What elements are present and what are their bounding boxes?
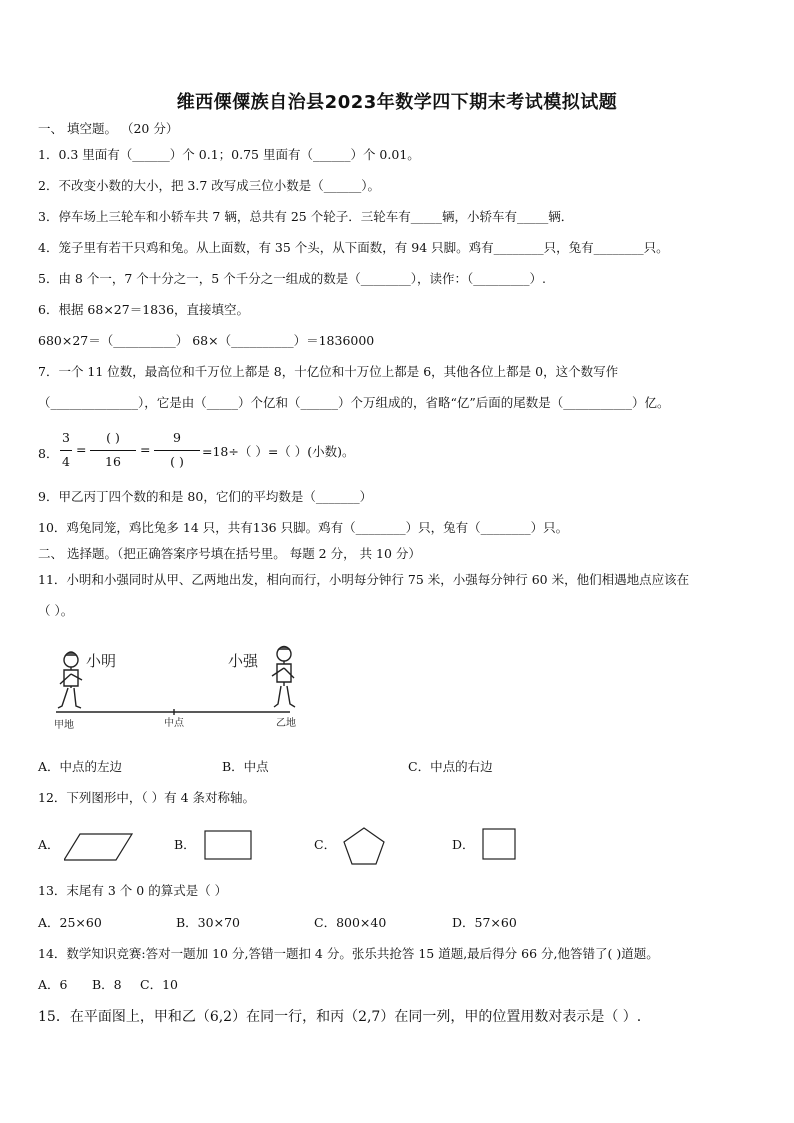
rectangle-shape	[204, 830, 252, 860]
q14-option-a[interactable]: A．6	[38, 977, 68, 992]
xiaoqiang-figure	[272, 647, 295, 708]
question-3: 3．停车场上三轮车和小轿车共 7 辆，总共有 25 个轮子．三轮车有_____辆，小轿车有_____辆．	[38, 209, 574, 224]
q14-option-c[interactable]: C．10	[140, 977, 178, 992]
question-14-options	[38, 977, 768, 993]
fraction-3-denominator: ( )	[170, 454, 184, 469]
section-2-heading: 二、 选择题。（把正确答案序号填在括号里。 每题 2 分， 共 10 分）	[38, 546, 421, 561]
question-12-options	[38, 837, 768, 853]
question-6-blanks: 680×27＝（__________） 68×（__________）＝1836000	[38, 333, 375, 348]
q12-option-d[interactable]: D．	[452, 837, 475, 852]
question-11-options	[38, 759, 768, 775]
question-12: 12．下列图形中，（ ）有 4 条对称轴。	[38, 790, 256, 805]
q11-option-a[interactable]: A．中点的左边	[38, 759, 123, 774]
question-6: 6．根据 68×27＝1836，直接填空。	[38, 302, 250, 317]
question-7-line-1: 7．一个 11 位数，最高位和千万位上都是 8，十亿位和十万位上都是 6，其他各位上都是 0，这个数写作	[38, 364, 619, 379]
q12-option-a[interactable]: A．	[38, 837, 60, 852]
parallelogram-shape	[64, 832, 134, 862]
question-8-rest: =18÷（ ）=（ ）(小数)。	[202, 444, 355, 459]
question-13: 13．末尾有 3 个 0 的算式是（ ）	[38, 883, 228, 898]
square-shape	[482, 828, 516, 860]
q11-option-b[interactable]: B．中点	[222, 759, 269, 774]
question-14: 14．数学知识竞赛:答对一题加 10 分,答错一题扣 4 分。张乐共抢答 15 道题,最后得分 66 分,他答错了( )道题。	[38, 946, 659, 961]
q13-option-d[interactable]: D．57×60	[452, 915, 517, 930]
point-yi-label: 乙地	[276, 718, 296, 729]
q13-option-a[interactable]: A．25×60	[38, 915, 102, 930]
fraction-1-numerator: 3	[62, 430, 70, 445]
xiaoming-figure	[58, 652, 82, 708]
fraction-3-bar	[154, 450, 200, 451]
fraction-2-numerator: ( )	[106, 430, 120, 445]
point-jia-label: 甲地	[54, 720, 74, 731]
question-4: 4．笼子里有若干只鸡和兔。从上面数，有 35 个头，从下面数，有 94 只脚。鸡有________只，兔有________只。	[38, 240, 669, 255]
question-11-line-2: （ ）。	[38, 603, 74, 618]
question-9: 9．甲乙丙丁四个数的和是 80，它们的平均数是（_______）	[38, 489, 373, 504]
q13-option-c[interactable]: C．800×40	[314, 915, 387, 930]
q13-option-b[interactable]: B．30×70	[176, 915, 240, 930]
q12-option-c[interactable]: C．	[314, 837, 337, 852]
fraction-2-bar	[90, 450, 136, 451]
xiaoqiang-label: 小强	[228, 652, 259, 670]
question-7-line-2: （______________），它是由（_____）个亿和（______）个万组成的，省略“亿”后面的尾数是（___________）亿。	[38, 395, 670, 410]
equals-sign-1: =	[76, 442, 87, 457]
midpoint-label: 中点	[164, 718, 184, 729]
question-11-line-1: 11．小明和小强同时从甲、乙两地出发，相向而行，小明每分钟行 75 米，小强每分钟行 60 米，他们相遇地点应该在	[38, 572, 690, 587]
equals-sign-2: =	[140, 442, 151, 457]
fraction-2-denominator: 16	[105, 454, 121, 469]
fraction-1-bar	[60, 450, 72, 451]
question-11-figure	[38, 640, 318, 736]
q12-option-b[interactable]: B．	[174, 837, 196, 852]
q11-option-c[interactable]: C．中点的右边	[408, 759, 493, 774]
question-2: 2．不改变小数的大小，把 3.7 改写成三位小数是（______）。	[38, 178, 381, 193]
xiaoming-label: 小明	[86, 652, 117, 670]
exam-title: 维西傈僳族自治县2023年数学四下期末考试模拟试题	[176, 92, 618, 113]
section-1-heading: 一、 填空题。 （20 分）	[38, 121, 179, 136]
question-8-number: 8．	[38, 446, 59, 461]
question-5: 5．由 8 个一，7 个十分之一，5 个千分之一组成的数是（________），读作：（_________）.	[38, 271, 546, 286]
q14-option-b[interactable]: B．8	[92, 977, 122, 992]
question-1: 1．0.3 里面有（______）个 0.1；0.75 里面有（______）个 0.01。	[38, 147, 420, 162]
fraction-1-denominator: 4	[62, 454, 70, 469]
pentagon-shape	[342, 826, 386, 866]
question-10: 10．鸡兔同笼，鸡比兔多 14 只，共有136 只脚。鸡有（________）只，兔有（________）只。	[38, 520, 569, 535]
question-13-options	[38, 915, 768, 931]
question-15: 15．在平面图上，甲和乙（6,2）在同一行，和丙（2,7）在同一列，甲的位置用数对表示是（ ）.	[38, 1009, 642, 1025]
fraction-3-numerator: 9	[173, 430, 181, 445]
